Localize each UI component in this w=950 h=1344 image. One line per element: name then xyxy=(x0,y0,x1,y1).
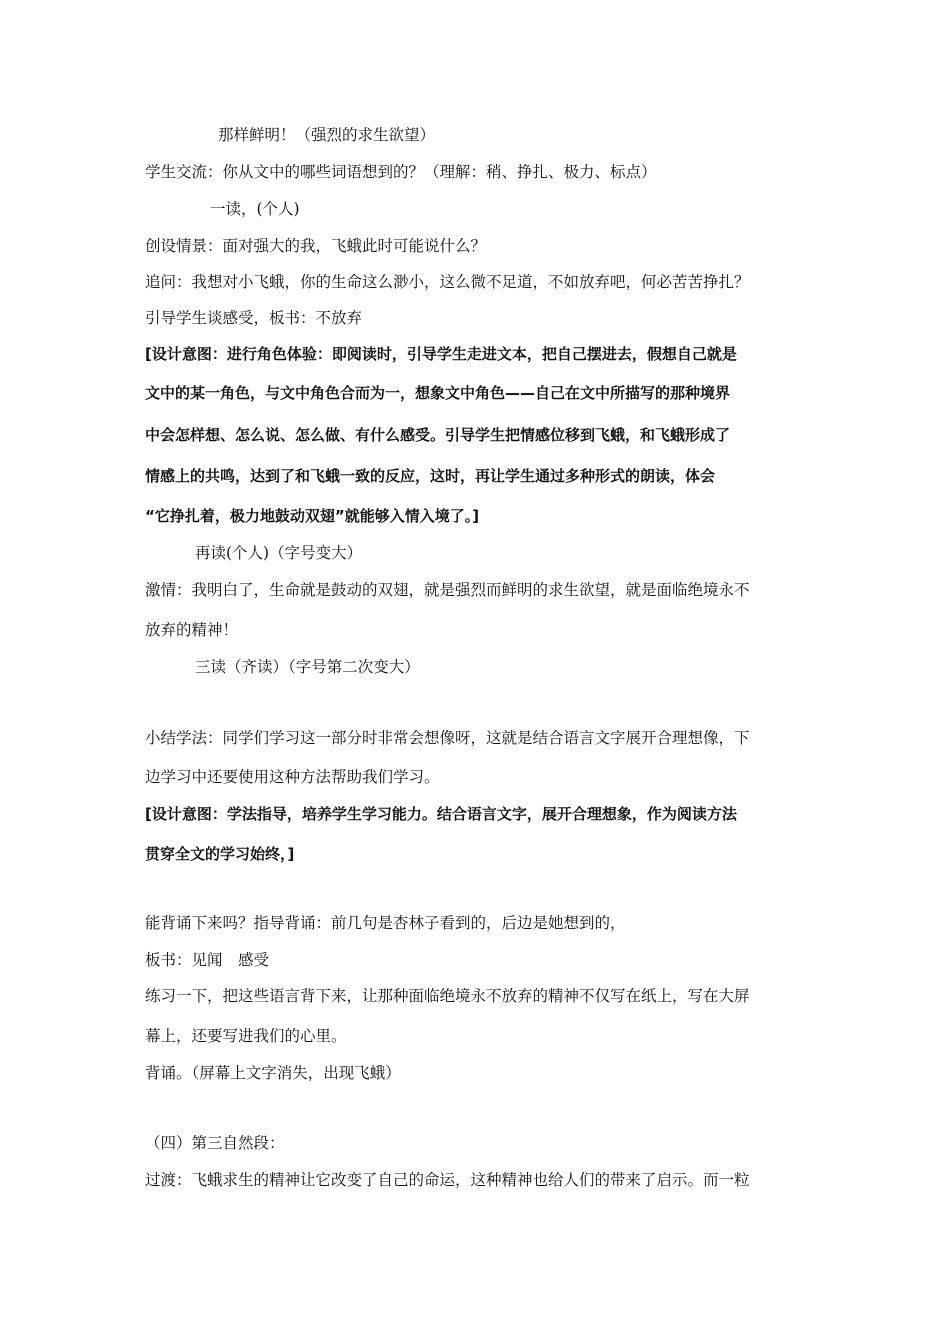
text-line: 创设情景：面对强大的我，飞蛾此时可能说什么？ xyxy=(145,237,487,255)
text-line: 幕上，还要写进我们的心里。 xyxy=(145,1027,347,1045)
text-line: 学生交流：你从文中的哪些词语想到的？（理解：稍、挣扎、极力、标点） xyxy=(145,163,657,181)
text-line: 一读，(个人) xyxy=(210,200,300,218)
section-heading: （四）第三自然段： xyxy=(145,1134,285,1152)
text-line: 过渡：飞蛾求生的精神让它改变了自己的命运，这种精神也给人们的带来了启示。而一粒 xyxy=(145,1171,750,1189)
text-line: 那样鲜明！（强烈的求生欲望） xyxy=(218,126,436,144)
design-intent-line: [设计意图：学法指导，培养学生学习能力。结合语言文字，展开合理想象，作为阅读方法 xyxy=(145,805,737,823)
design-intent-line: 中会怎样想、怎么说、怎么做、有什么感受。引导学生把情感位移到飞蛾，和飞蛾形成了 xyxy=(145,426,731,444)
text-line: 小结学法：同学们学习这一部分时非常会想像呀，这就是结合语言文字展开合理想像，下 xyxy=(145,729,750,747)
text-line: 放弃的精神！ xyxy=(145,621,239,639)
text-line: 练习一下，把这些语言背下来，让那种面临绝境永不放弃的精神不仅写在纸上，写在大屏 xyxy=(145,987,750,1005)
design-intent-line: “它挣扎着，极力地鼓动双翅”就能够入情入境了。] xyxy=(145,507,480,525)
text-line: 引导学生谈感受，板书：不放弃 xyxy=(145,309,363,327)
design-intent-line: 贯穿全文的学习始终，] xyxy=(145,845,295,863)
text-line: 背诵。（屏幕上文字消失，出现飞蛾） xyxy=(145,1064,401,1082)
design-intent-line: 文中的某一角色，与文中角色合而为一，想象文中角色——自己在文中所描写的那种境界 xyxy=(145,384,731,402)
text-line: 再读(个人)（字号变大） xyxy=(195,544,363,562)
text-line: 三读（齐读）（字号第二次变大） xyxy=(195,658,420,676)
design-intent-line: 情感上的共鸣，达到了和飞蛾一致的反应，这时，再让学生通过多种形式的朗读，体会 xyxy=(145,467,716,485)
text-line: 板书：见闻 感受 xyxy=(145,951,270,969)
text-line: 边学习中还要使用这种方法帮助我们学习。 xyxy=(145,768,440,786)
text-line: 能背诵下来吗？指导背诵：前几句是杏林子看到的，后边是她想到的， xyxy=(145,914,626,932)
design-intent-line: [设计意图：进行角色体验：即阅读时，引导学生走进文本，把自己摆进去，假想自己就是 xyxy=(145,345,737,363)
text-line: 激情：我明白了，生命就是鼓动的双翅，就是强烈而鲜明的求生欲望，就是面临绝境永不 xyxy=(145,581,750,599)
text-line: 追问：我想对小飞蛾，你的生命这么渺小，这么微不足道，不如放弃吧，何必苦苦挣扎？ xyxy=(145,273,750,291)
